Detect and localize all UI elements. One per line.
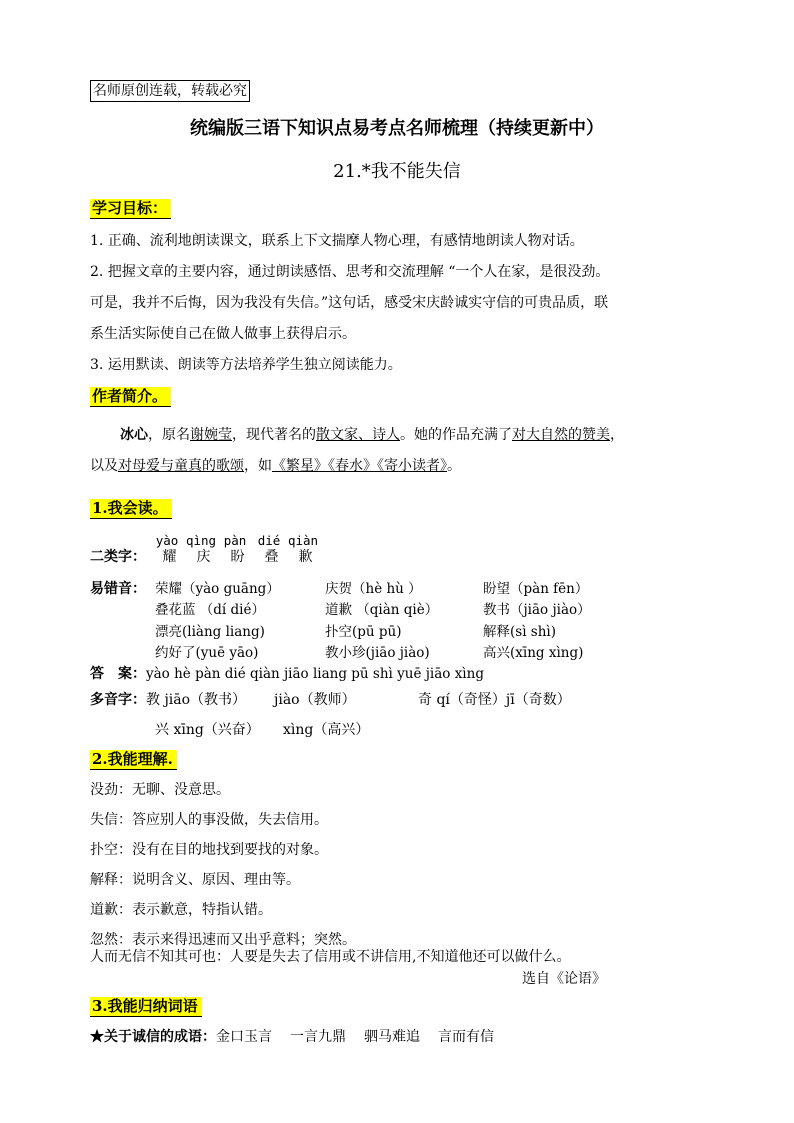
confuse-cell: 高兴(xīng xìng) — [483, 644, 584, 661]
class2-char-5: 歉 — [298, 549, 313, 565]
confuse-label: 易错音： — [90, 581, 146, 597]
quote-source: 选自《论语》 — [522, 971, 606, 987]
author-name: 冰心 — [120, 427, 148, 443]
author-heading: 作者简介。 — [90, 387, 171, 407]
definitions-list — [90, 775, 710, 955]
confuse-cell: 解释(sì shì) — [483, 623, 557, 640]
idiom-item: 言而有信 — [438, 1029, 494, 1045]
confuse-cell: 荣耀（yào guāng） — [155, 581, 280, 597]
author-text-5: 以及 — [90, 458, 118, 474]
confuse-cell: 扑空(pū pū) — [325, 623, 402, 640]
confuse-cell: 约好了(yuē yāo) — [155, 644, 259, 661]
goal-item-1: 1. 正确、流利地朗读课文，联系上下文揣摩人物心理，有感情地朗读人物对话。 — [90, 233, 584, 249]
definition-item: 道歉：表示歉意，特指认错。 — [90, 902, 272, 918]
goals-list — [90, 226, 710, 381]
repost-notice-badge: 名师原创连载，转载必究 — [90, 80, 250, 102]
poly-item: 教 jiāo（教书） — [146, 692, 247, 708]
class2-char-3: 盼 — [230, 549, 245, 565]
confuse-cell: 叠花蓝 （dí dié） — [155, 602, 265, 619]
class2-label: 二类字： — [90, 549, 146, 565]
understand-heading: 2.我能理解. — [90, 750, 177, 770]
analects-quote: 人而无信不知其可也：人要是失去了信用或不讲信用,不知道他还可以做什么。 — [90, 949, 571, 965]
confuse-cell: 漂亮(liàng liang) — [155, 623, 265, 640]
section-goals — [90, 198, 171, 218]
author-paragraph — [90, 420, 710, 482]
answer-row — [90, 664, 484, 684]
definition-item: 解释：说明含义、原因、理由等。 — [90, 872, 300, 888]
author-praise: 对大自然的赞美 — [512, 427, 610, 443]
author-text-3: 。她的作品充满了 — [400, 427, 512, 443]
author-works: 《繁星》《春水》《寄小读者》 — [272, 458, 447, 474]
idioms-row — [90, 1026, 494, 1046]
idioms-label: ★关于诚信的成语： — [90, 1029, 216, 1045]
author-text-4: ， — [610, 427, 624, 443]
confuse-cell: 教小珍(jiāo jiào) — [325, 644, 430, 661]
confuse-row — [155, 579, 591, 600]
class2-char-2: 庆 — [196, 549, 211, 565]
definition-item: 扑空：没有在目的地找到要找的对象。 — [90, 842, 328, 858]
class2-pinyin-5: qiàn — [287, 533, 319, 548]
confuse-row — [155, 643, 591, 664]
section-read — [90, 498, 172, 518]
goal-item-2-line-3: 系生活实际使自己在做人做事上获得启示。 — [90, 326, 356, 342]
author-real-name: 谢婉莹 — [190, 427, 232, 443]
poly-row-1 — [90, 690, 571, 710]
class2-pinyin-3: pàn — [223, 533, 247, 548]
author-text-6: ，如 — [244, 458, 272, 474]
answer-text: yào hè pàn dié qiàn jiāo liang pū shì yuē jiāo xìng — [146, 666, 484, 682]
class2-pinyin-4: dié — [257, 533, 281, 548]
goal-item-2-line-1: 2. 把握文章的主要内容，通过朗读感悟、思考和交流理解 “一个人在家，是很没劲。 — [90, 264, 610, 280]
goal-item-3: 3. 运用默读、朗读等方法培养学生独立阅读能力。 — [90, 357, 402, 373]
section-author — [90, 386, 171, 406]
class2-row — [90, 547, 322, 567]
section-idioms — [90, 996, 202, 1016]
section-understand — [90, 749, 177, 769]
author-ode: 对母爱与童真的歌颂 — [118, 458, 244, 474]
answer-label: 答 案： — [90, 666, 146, 682]
confuse-cell: 道歉 （qiàn qiè） — [325, 602, 439, 619]
read-heading: 1.我会读。 — [90, 499, 172, 519]
author-roles: 散文家、诗人 — [316, 427, 400, 443]
definition-item: 没劲：无聊、没意思。 — [90, 782, 230, 798]
class2-char-1: 耀 — [162, 549, 177, 565]
document-title: 统编版三语下知识点易考点名师梳理（持续更新中） — [190, 118, 604, 139]
poly-label: 多音字： — [90, 692, 146, 708]
confuse-table — [155, 579, 591, 664]
confuse-cell: 庆贺（hè hù ） — [325, 581, 422, 597]
poly-item: jiào（教师） — [274, 692, 356, 708]
poly-item: xìng（高兴） — [283, 722, 370, 738]
poly-row-2 — [155, 720, 369, 740]
definition-item: 忽然：表示来得迅速而又出乎意料；突然。 — [90, 932, 356, 948]
goals-heading: 学习目标： — [90, 199, 171, 219]
confuse-row — [155, 622, 591, 643]
author-text-7: 。 — [447, 458, 461, 474]
confuse-cell: 教书（jiāo jiào） — [483, 602, 591, 619]
idioms-heading: 3.我能归纳词语 — [90, 997, 202, 1017]
idiom-item: 金口玉言 — [216, 1029, 272, 1045]
definition-item: 失信：答应别人的事没做，失去信用。 — [90, 812, 328, 828]
goal-item-2-line-2: 可是，我并不后悔，因为我没有失信。”这句话，感受宋庆龄诚实守信的可贵品质，联 — [90, 295, 609, 311]
confuse-cell: 盼望（pàn fēn） — [483, 581, 589, 597]
author-text-2: ，现代著名的 — [232, 427, 316, 443]
class2-pinyin-2: qìng — [185, 533, 217, 548]
poly-item: 奇 qí（奇怪）jī（奇数） — [418, 692, 571, 708]
idiom-item: 驷马难追 — [364, 1029, 420, 1045]
author-text-1: ，原名 — [148, 427, 190, 443]
lesson-title: 21.*我不能失信 — [333, 161, 461, 182]
class2-pinyin-1: yào — [155, 533, 179, 548]
class2-char-4: 叠 — [264, 549, 279, 565]
confuse-row — [155, 600, 591, 621]
idiom-item: 一言九鼎 — [290, 1029, 346, 1045]
poly-item: 兴 xīng（兴奋） — [155, 722, 260, 738]
